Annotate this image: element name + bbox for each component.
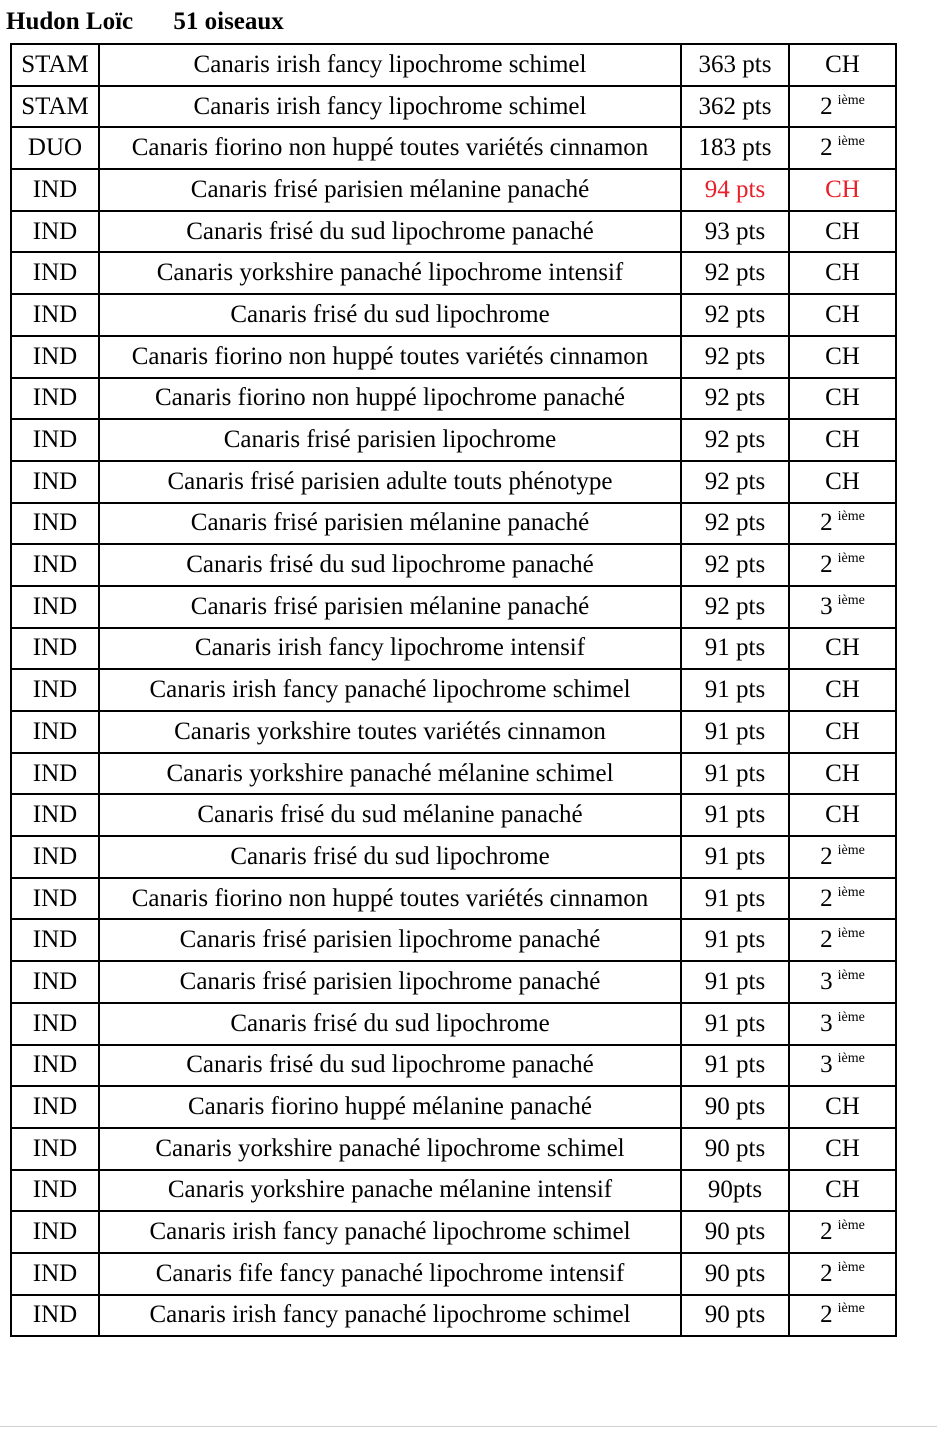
- category-cell: IND: [11, 1295, 99, 1337]
- results-table: [10, 43, 897, 1337]
- category-cell: IND: [11, 919, 99, 961]
- rank-cell: [789, 86, 896, 128]
- table-row: [11, 1170, 896, 1212]
- table-row: [11, 1003, 896, 1045]
- rank-value: CH: [825, 342, 860, 370]
- description-cell: Canaris frisé parisien lipochrome panaché: [99, 919, 681, 961]
- description-cell: Canaris fiorino non huppé toutes variétés cinnamon: [99, 336, 681, 378]
- rank-cell: [789, 628, 896, 670]
- description-cell: Canaris frisé du sud lipochrome: [99, 836, 681, 878]
- rank-value: 3: [820, 1009, 833, 1037]
- rank-cell: [789, 461, 896, 503]
- rank-value: CH: [825, 759, 860, 787]
- description-cell: Canaris irish fancy panaché lipochrome schimel: [99, 1295, 681, 1337]
- description-cell: Canaris irish fancy panaché lipochrome schimel: [99, 669, 681, 711]
- description-cell: Canaris yorkshire panaché mélanine schimel: [99, 753, 681, 795]
- points-cell: 91 pts: [681, 628, 789, 670]
- description-cell: Canaris irish fancy lipochrome schimel: [99, 44, 681, 86]
- category-cell: IND: [11, 503, 99, 545]
- category-cell: IND: [11, 1170, 99, 1212]
- table-row: [11, 294, 896, 336]
- category-cell: IND: [11, 294, 99, 336]
- description-cell: Canaris yorkshire panaché lipochrome schimel: [99, 1128, 681, 1170]
- table-row: [11, 794, 896, 836]
- points-cell: 92 pts: [681, 378, 789, 420]
- table-row: [11, 252, 896, 294]
- rank-value: 2: [820, 926, 833, 954]
- rank-cell: [789, 252, 896, 294]
- description-cell: Canaris frisé parisien mélanine panaché: [99, 169, 681, 211]
- rank-cell: [789, 378, 896, 420]
- category-cell: IND: [11, 836, 99, 878]
- rank-value: 2: [820, 884, 833, 912]
- rank-value: 3: [820, 592, 833, 620]
- table-row: [11, 503, 896, 545]
- table-row: [11, 461, 896, 503]
- rank-value: CH: [825, 175, 860, 203]
- table-row: [11, 169, 896, 211]
- rank-value: CH: [825, 801, 860, 829]
- rank-cell: [789, 1045, 896, 1087]
- rank-suffix: ième: [837, 551, 865, 567]
- description-cell: Canaris frisé du sud lipochrome panaché: [99, 544, 681, 586]
- bird-count: 51 oiseaux: [173, 8, 284, 35]
- rank-cell: [789, 44, 896, 86]
- table-row: [11, 919, 896, 961]
- rank-cell: [789, 961, 896, 1003]
- rank-suffix: ième: [837, 884, 865, 900]
- rank-value: CH: [825, 217, 860, 245]
- rank-cell: [789, 544, 896, 586]
- points-cell: 90 pts: [681, 1253, 789, 1295]
- rank-value: CH: [825, 384, 860, 412]
- category-cell: DUO: [11, 127, 99, 169]
- points-cell: 92 pts: [681, 544, 789, 586]
- points-cell: 91 pts: [681, 794, 789, 836]
- points-cell: 91 pts: [681, 711, 789, 753]
- rank-value: CH: [825, 1176, 860, 1204]
- table-row: [11, 628, 896, 670]
- rank-cell: [789, 878, 896, 920]
- table-row: [11, 1086, 896, 1128]
- rank-cell: [789, 1295, 896, 1337]
- table-row: [11, 1295, 896, 1337]
- results-table-body: [11, 44, 896, 1336]
- rank-cell: [789, 419, 896, 461]
- rank-cell: [789, 1003, 896, 1045]
- rank-value: 2: [820, 134, 833, 162]
- rank-value: 3: [820, 1051, 833, 1079]
- points-cell: 91 pts: [681, 919, 789, 961]
- table-row: [11, 336, 896, 378]
- category-cell: IND: [11, 336, 99, 378]
- category-cell: IND: [11, 794, 99, 836]
- table-row: [11, 86, 896, 128]
- table-row: [11, 127, 896, 169]
- points-cell: 91 pts: [681, 836, 789, 878]
- rank-value: 2: [820, 1218, 833, 1246]
- table-row: [11, 878, 896, 920]
- description-cell: Canaris yorkshire panaché lipochrome intensif: [99, 252, 681, 294]
- rank-suffix: ième: [837, 1301, 865, 1317]
- rank-value: 2: [820, 1301, 833, 1329]
- category-cell: IND: [11, 169, 99, 211]
- rank-value: CH: [825, 426, 860, 454]
- rank-value: CH: [825, 50, 860, 78]
- rank-cell: [789, 919, 896, 961]
- rank-value: 2: [820, 509, 833, 537]
- points-cell: 91 pts: [681, 669, 789, 711]
- rank-cell: [789, 1086, 896, 1128]
- description-cell: Canaris irish fancy lipochrome schimel: [99, 86, 681, 128]
- rank-suffix: ième: [837, 967, 865, 983]
- rank-value: CH: [825, 467, 860, 495]
- table-row: [11, 711, 896, 753]
- category-cell: IND: [11, 252, 99, 294]
- points-cell: 90 pts: [681, 1086, 789, 1128]
- rank-suffix: ième: [837, 1051, 865, 1067]
- points-cell: 90 pts: [681, 1295, 789, 1337]
- rank-value: CH: [825, 634, 860, 662]
- points-cell: 362 pts: [681, 86, 789, 128]
- table-row: [11, 961, 896, 1003]
- category-cell: IND: [11, 878, 99, 920]
- table-row: [11, 753, 896, 795]
- page-header: [6, 6, 284, 38]
- category-cell: STAM: [11, 86, 99, 128]
- rank-cell: [789, 586, 896, 628]
- description-cell: Canaris yorkshire toutes variétés cinnamon: [99, 711, 681, 753]
- rank-suffix: ième: [837, 842, 865, 858]
- description-cell: Canaris irish fancy panaché lipochrome schimel: [99, 1211, 681, 1253]
- description-cell: Canaris frisé du sud lipochrome panaché: [99, 211, 681, 253]
- rank-cell: [789, 836, 896, 878]
- points-cell: 90pts: [681, 1170, 789, 1212]
- table-row: [11, 1211, 896, 1253]
- category-cell: IND: [11, 1045, 99, 1087]
- owner-name: Hudon Loïc: [6, 8, 134, 35]
- rank-value: CH: [825, 676, 860, 704]
- table-row: [11, 1253, 896, 1295]
- rank-cell: [789, 1253, 896, 1295]
- table-row: [11, 836, 896, 878]
- rank-cell: [789, 294, 896, 336]
- points-cell: 183 pts: [681, 127, 789, 169]
- points-cell: 90 pts: [681, 1211, 789, 1253]
- category-cell: IND: [11, 961, 99, 1003]
- rank-value: CH: [825, 717, 860, 745]
- rank-suffix: ième: [837, 134, 865, 150]
- description-cell: Canaris yorkshire panache mélanine intensif: [99, 1170, 681, 1212]
- bottom-divider: [0, 1426, 937, 1427]
- points-cell: 90 pts: [681, 1128, 789, 1170]
- points-cell: 92 pts: [681, 461, 789, 503]
- rank-cell: [789, 794, 896, 836]
- points-cell: 91 pts: [681, 1045, 789, 1087]
- rank-value: CH: [825, 300, 860, 328]
- points-cell: 363 pts: [681, 44, 789, 86]
- rank-value: CH: [825, 1134, 860, 1162]
- points-cell: 93 pts: [681, 211, 789, 253]
- category-cell: IND: [11, 669, 99, 711]
- points-cell: 91 pts: [681, 1003, 789, 1045]
- rank-cell: [789, 753, 896, 795]
- category-cell: IND: [11, 1211, 99, 1253]
- description-cell: Canaris frisé du sud mélanine panaché: [99, 794, 681, 836]
- description-cell: Canaris frisé parisien lipochrome panaché: [99, 961, 681, 1003]
- table-row: [11, 44, 896, 86]
- rank-cell: [789, 336, 896, 378]
- rank-cell: [789, 169, 896, 211]
- table-row: [11, 211, 896, 253]
- category-cell: IND: [11, 1086, 99, 1128]
- rank-suffix: ième: [837, 1009, 865, 1025]
- description-cell: Canaris frisé du sud lipochrome: [99, 294, 681, 336]
- description-cell: Canaris fiorino huppé mélanine panaché: [99, 1086, 681, 1128]
- description-cell: Canaris fiorino non huppé lipochrome panaché: [99, 378, 681, 420]
- description-cell: Canaris frisé du sud lipochrome: [99, 1003, 681, 1045]
- points-cell: 91 pts: [681, 878, 789, 920]
- description-cell: Canaris frisé parisien mélanine panaché: [99, 503, 681, 545]
- table-row: [11, 378, 896, 420]
- description-cell: Canaris irish fancy lipochrome intensif: [99, 628, 681, 670]
- points-cell: 91 pts: [681, 753, 789, 795]
- rank-suffix: ième: [837, 92, 865, 108]
- rank-value: 2: [820, 551, 833, 579]
- table-row: [11, 669, 896, 711]
- category-cell: IND: [11, 628, 99, 670]
- description-cell: Canaris frisé parisien mélanine panaché: [99, 586, 681, 628]
- rank-cell: [789, 1128, 896, 1170]
- category-cell: IND: [11, 544, 99, 586]
- category-cell: IND: [11, 378, 99, 420]
- category-cell: IND: [11, 419, 99, 461]
- category-cell: IND: [11, 461, 99, 503]
- category-cell: IND: [11, 1003, 99, 1045]
- description-cell: Canaris fiorino non huppé toutes variétés cinnamon: [99, 127, 681, 169]
- points-cell: 92 pts: [681, 586, 789, 628]
- rank-cell: [789, 711, 896, 753]
- rank-value: CH: [825, 1093, 860, 1121]
- rank-cell: [789, 669, 896, 711]
- rank-suffix: ième: [837, 592, 865, 608]
- description-cell: Canaris fife fancy panaché lipochrome intensif: [99, 1253, 681, 1295]
- points-cell: 92 pts: [681, 503, 789, 545]
- rank-value: 2: [820, 842, 833, 870]
- rank-cell: [789, 211, 896, 253]
- table-row: [11, 1128, 896, 1170]
- points-cell: 92 pts: [681, 294, 789, 336]
- description-cell: Canaris frisé du sud lipochrome panaché: [99, 1045, 681, 1087]
- category-cell: IND: [11, 211, 99, 253]
- table-row: [11, 586, 896, 628]
- rank-suffix: ième: [837, 509, 865, 525]
- table-row: [11, 419, 896, 461]
- points-cell: 92 pts: [681, 336, 789, 378]
- rank-value: 2: [820, 1259, 833, 1287]
- description-cell: Canaris frisé parisien lipochrome: [99, 419, 681, 461]
- rank-cell: [789, 503, 896, 545]
- table-row: [11, 1045, 896, 1087]
- table-row: [11, 544, 896, 586]
- category-cell: IND: [11, 753, 99, 795]
- category-cell: IND: [11, 711, 99, 753]
- points-cell: 94 pts: [681, 169, 789, 211]
- points-cell: 92 pts: [681, 252, 789, 294]
- description-cell: Canaris fiorino non huppé toutes variétés cinnamon: [99, 878, 681, 920]
- category-cell: IND: [11, 586, 99, 628]
- category-cell: IND: [11, 1128, 99, 1170]
- rank-suffix: ième: [837, 926, 865, 942]
- rank-cell: [789, 127, 896, 169]
- category-cell: STAM: [11, 44, 99, 86]
- rank-suffix: ième: [837, 1218, 865, 1234]
- rank-suffix: ième: [837, 1259, 865, 1275]
- rank-value: 3: [820, 967, 833, 995]
- points-cell: 91 pts: [681, 961, 789, 1003]
- description-cell: Canaris frisé parisien adulte touts phénotype: [99, 461, 681, 503]
- rank-cell: [789, 1211, 896, 1253]
- rank-value: CH: [825, 259, 860, 287]
- rank-value: 2: [820, 92, 833, 120]
- rank-cell: [789, 1170, 896, 1212]
- category-cell: IND: [11, 1253, 99, 1295]
- points-cell: 92 pts: [681, 419, 789, 461]
